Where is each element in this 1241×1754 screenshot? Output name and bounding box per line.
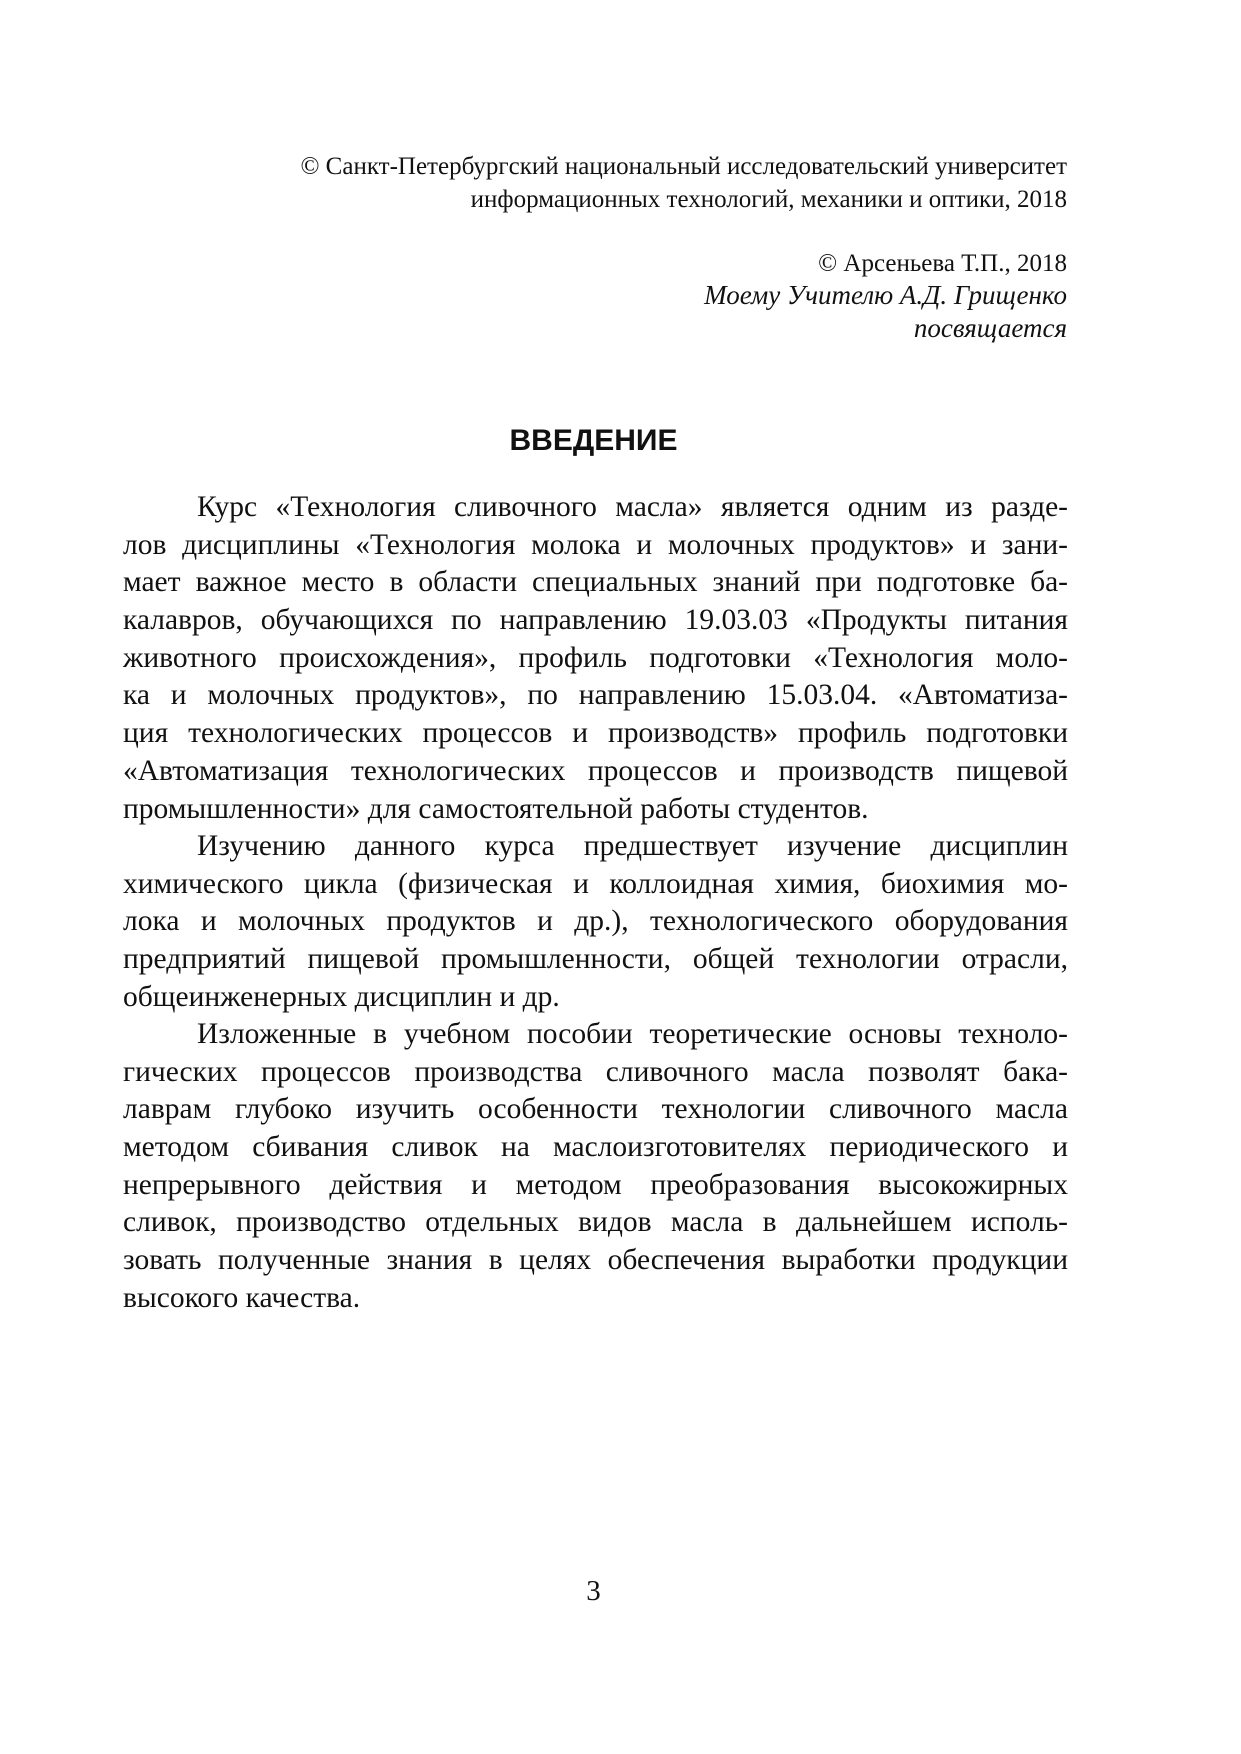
paragraph-line: общеинженерных дисциплин и др.: [123, 980, 560, 1013]
paragraph-line: предприятий пищевой промышленности, общей технологии отрасли,: [123, 943, 1068, 976]
paragraph-line: калавров, обучающихся по направлению 19.03.03 «Продукты питания: [123, 604, 1068, 637]
paragraph-line: ция технологических процессов и производств» профиль подготовки: [123, 717, 1068, 750]
paragraph-line: сливок, производство отдельных видов масла в дальнейшем исполь-: [123, 1206, 1068, 1239]
paragraph-line: животного происхождения», профиль подготовки «Технология моло-: [123, 641, 1068, 674]
paragraph-1: [123, 489, 1068, 828]
paragraph-line: Изучению данного курса предшествует изучение дисциплин: [197, 830, 1068, 862]
paragraph-line: методом сбивания сливок на маслоизготовителях периодического и: [123, 1131, 1068, 1164]
paragraph-line: лов дисциплины «Технология молока и молочных продуктов» и зани-: [123, 528, 1068, 561]
paragraph-line: лока и молочных продуктов и др.), технологического оборудования: [123, 905, 1068, 938]
dedication-line1: Моему Учителю А.Д. Грищенко: [704, 280, 1067, 310]
paragraph-line: гических процессов производства сливочного масла позволят бака-: [123, 1055, 1068, 1088]
copyright-author: © Арсеньева Т.П., 2018: [818, 250, 1067, 277]
paragraph-line: зовать полученные знания в целях обеспечения выработки продукции: [123, 1244, 1068, 1277]
paragraph-3: [123, 1016, 1068, 1318]
copyright-institution-line2: информационных технологий, механики и оптики, 2018: [470, 186, 1067, 213]
paragraph-line: лаврам глубоко изучить особенности технологии сливочного масла: [123, 1093, 1068, 1126]
copyright-institution-line1: © Санкт-Петербургский национальный исследовательский университет: [300, 153, 1067, 180]
paragraph-line: «Автоматизация технологических процессов и производств пищевой: [123, 754, 1068, 787]
paragraph-line: химического цикла (физическая и коллоидная химия, биохимия мо-: [123, 867, 1068, 900]
paragraph-2: [123, 828, 1068, 1016]
paragraph-line: Курс «Технология сливочного масла» является одним из разде-: [197, 491, 1068, 523]
paragraph-line: непрерывного действия и методом преобразования высокожирных: [123, 1168, 1068, 1201]
dedication-line2: посвящается: [913, 313, 1067, 343]
paragraph-line: промышленности» для самостоятельной работы студентов.: [123, 792, 869, 825]
section-heading: ВВЕДЕНИЕ: [509, 424, 678, 457]
paragraph-line: ка и молочных продуктов», по направлению 15.03.04. «Автоматиза-: [123, 679, 1068, 712]
paragraph-line: высокого качества.: [123, 1281, 361, 1314]
paragraph-line: Изложенные в учебном пособии теоретические основы техноло-: [197, 1018, 1068, 1050]
page-number: 3: [586, 1575, 601, 1607]
paragraph-line: мает важное место в области специальных знаний при подготовке ба-: [123, 566, 1068, 599]
